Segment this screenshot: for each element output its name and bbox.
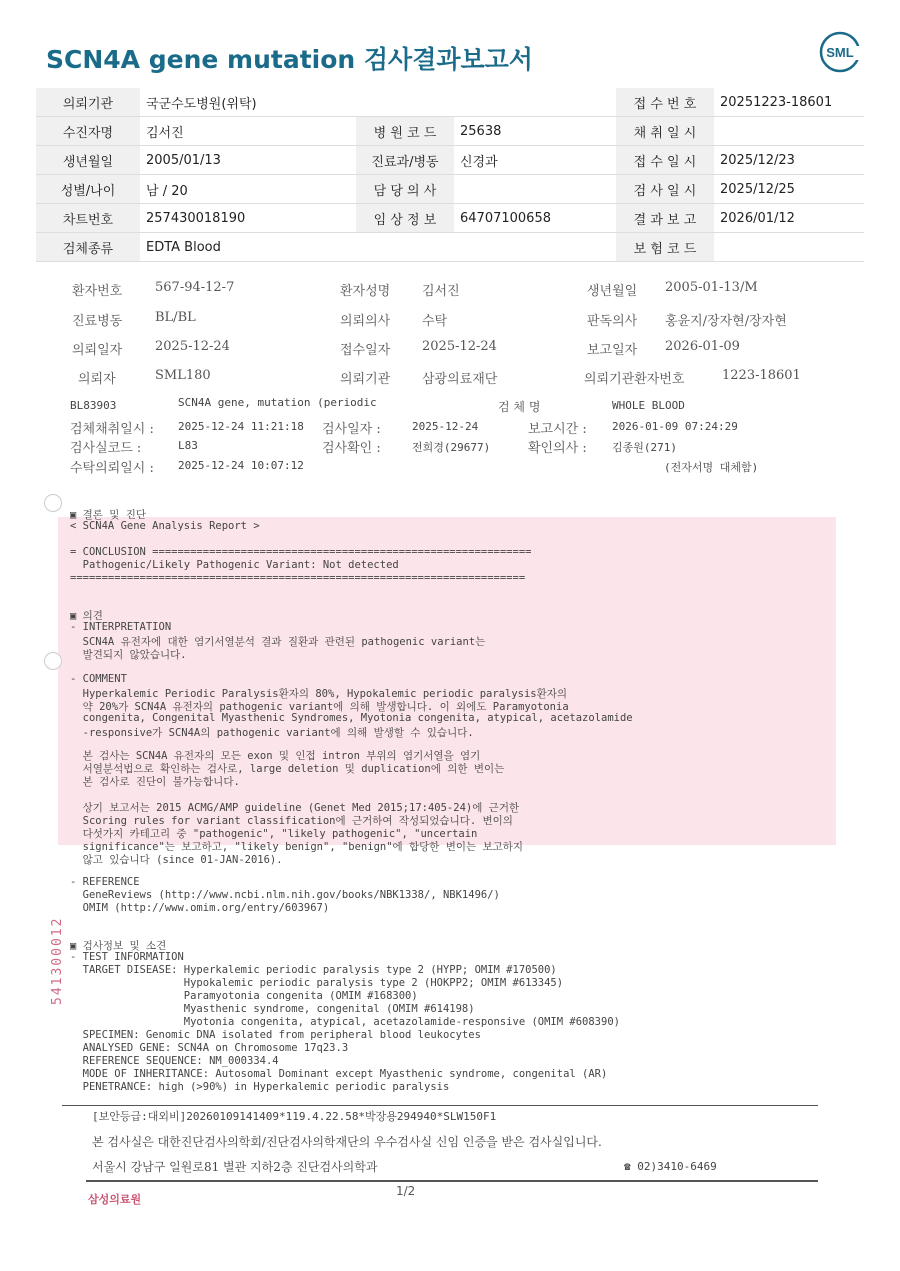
info-value: 2026/01/12 xyxy=(714,204,864,233)
info-value: 국군수도병원(위탁) xyxy=(140,88,616,117)
report-line: TARGET DISEASE: Hyperkalemic periodic paralysis type 2 (HYPP; OMIM #170500) xyxy=(70,964,557,976)
testdate-label: 검사일자 : xyxy=(322,422,381,437)
confirm-value: 전희경(29677) xyxy=(412,441,491,454)
report-line: 본 검사로 진단이 불가능합니다. xyxy=(70,776,240,788)
patient-label: 생년월일 xyxy=(587,284,638,299)
patient-value: 삼광의료재단 xyxy=(422,372,498,387)
info-value: 남 / 20 xyxy=(140,175,356,204)
report-line: < SCN4A Gene Analysis Report > xyxy=(70,520,260,532)
info-value xyxy=(714,117,864,146)
report-line: SCN4A 유전자에 대한 염기서열분석 결과 질환과 관련된 pathogenic variant는 xyxy=(70,636,486,648)
reporttime-value: 2026-01-09 07:24:29 xyxy=(612,420,738,433)
info-value: 20251223-18601 xyxy=(714,88,864,117)
punch-hole xyxy=(44,652,62,670)
report-line: MODE OF INHERITANCE: Autosomal Dominant except Myasthenic syndrome, congenital (AR) xyxy=(70,1068,608,1080)
footer-divider xyxy=(86,1180,818,1182)
report-line: Hypokalemic periodic paralysis type 2 (HOKPP2; OMIM #613345) xyxy=(70,977,564,989)
doctor-value: 김종원(271) xyxy=(612,441,677,454)
doctor-label: 확인의사 : xyxy=(528,441,587,456)
report-line: Hyperkalemic Periodic Paralysis환자의 80%, Hypokalemic periodic paralysis환자의 xyxy=(70,688,568,700)
patient-value: 567-94-12-7 xyxy=(155,280,235,295)
collect-value: 2025-12-24 11:21:18 xyxy=(178,420,304,433)
patient-label: 환자번호 xyxy=(72,284,123,299)
info-value: 64707100658 xyxy=(454,204,616,233)
testdate-value: 2025-12-24 xyxy=(412,420,479,433)
test-name: SCN4A gene, mutation (periodic xyxy=(178,396,377,409)
patient-value: 수탁 xyxy=(422,314,448,329)
lab-address: 서울시 강남구 일원로81 별관 지하2층 진단검사의학과 xyxy=(92,1160,378,1174)
report-line: 다섯가지 카테고리 중 "pathogenic", "likely pathogenic", "uncertain xyxy=(70,828,478,840)
labcode-label: 검사실코드 : xyxy=(70,441,142,456)
lab-phone: ☎ 02)3410-6469 xyxy=(624,1160,717,1173)
patient-value: 2005-01-13/M xyxy=(665,280,758,295)
request-value: 2025-12-24 10:07:12 xyxy=(178,459,304,472)
certification-text: 본 검사실은 대한진단검사의학회/진단검사의학재단의 우수검사실 신임 인증을 받은 검사실입니다. xyxy=(92,1135,602,1149)
patient-label: 환자성명 xyxy=(340,284,391,299)
patient-value: BL/BL xyxy=(155,310,196,325)
report-line: OMIM (http://www.omim.org/entry/603967) xyxy=(70,902,330,914)
report-line: SPECIMEN: Genomic DNA isolated from peripheral blood leukocytes xyxy=(70,1029,481,1041)
barcode-number: 541300012 xyxy=(50,916,65,1005)
patient-value: 1223-18601 xyxy=(722,368,801,383)
report-line: Myotonia congenita, atypical, acetazolamide-responsive (OMIM #608390) xyxy=(70,1016,620,1028)
report-line: REFERENCE SEQUENCE: NM_000334.4 xyxy=(70,1055,279,1067)
esign-note: (전자서명 대체함) xyxy=(664,461,759,474)
info-value: 2025/12/25 xyxy=(714,175,864,204)
info-label: 검 사 일 시 xyxy=(616,175,714,204)
report-line: - REFERENCE xyxy=(70,876,140,888)
info-value: 2005/01/13 xyxy=(140,146,356,175)
report-line: = CONCLUSION ============================================================ xyxy=(70,546,532,558)
info-label: 접 수 번 호 xyxy=(616,88,714,117)
info-label: 차트번호 xyxy=(36,204,140,233)
patient-value: 홍윤지/장자현/장자현 xyxy=(665,314,787,329)
report-line: - COMMENT xyxy=(70,673,127,685)
report-line: -responsive가 SCN4A의 pathogenic variant에 의해 발생할 수 있습니다. xyxy=(70,727,474,739)
report-line: congenita, Congenital Myasthenic Syndromes, Myotonia congenita, atypical, acetazolamide xyxy=(70,712,633,724)
request-label: 수탁의뢰일시 : xyxy=(70,461,154,476)
patient-label: 의뢰기관 xyxy=(340,372,391,387)
report-line: Myasthenic syndrome, congenital (OMIM #614198) xyxy=(70,1003,475,1015)
info-label: 접 수 일 시 xyxy=(616,146,714,175)
patient-label: 접수일자 xyxy=(340,343,391,358)
report-line: Pathogenic/Likely Pathogenic Variant: Not detected xyxy=(70,559,399,571)
info-row xyxy=(36,175,864,204)
patient-value: SML180 xyxy=(155,368,211,383)
info-value xyxy=(454,175,616,204)
info-label: 진료과/병동 xyxy=(356,146,454,175)
info-label: 생년월일 xyxy=(36,146,140,175)
report-line: ======================================================================== xyxy=(70,572,526,584)
patient-label: 의뢰기관환자번호 xyxy=(584,372,685,387)
info-value: EDTA Blood xyxy=(140,233,616,262)
patient-label: 진료병동 xyxy=(72,314,123,329)
info-row xyxy=(36,146,864,175)
report-line: ANALYSED GENE: SCN4A on Chromosome 17q23.3 xyxy=(70,1042,349,1054)
info-label: 수진자명 xyxy=(36,117,140,146)
report-line: 본 검사는 SCN4A 유전자의 모든 exon 및 인접 intron 부위의 염기서열을 염기 xyxy=(70,750,481,762)
patient-label: 의뢰자 xyxy=(78,372,116,387)
info-label: 결 과 보 고 xyxy=(616,204,714,233)
report-line: 상기 보고서는 2015 ACMG/AMP guideline (Genet Med 2015;17:405-24)에 근거한 xyxy=(70,802,520,814)
report-line: 발견되지 않았습니다. xyxy=(70,649,187,661)
report-line: ▣ 의견 xyxy=(70,610,103,622)
info-label: 채 취 일 시 xyxy=(616,117,714,146)
confirm-label: 검사확인 : xyxy=(322,441,381,456)
patient-label: 의뢰일자 xyxy=(72,343,123,358)
report-line: PENETRANCE: high (>90%) in Hyperkalemic periodic paralysis xyxy=(70,1081,450,1093)
info-label: 성별/나이 xyxy=(36,175,140,204)
info-value: 257430018190 xyxy=(140,204,356,233)
report-line: significance"는 보고하고, "likely benign", "benign"에 합당한 변이는 보고하지 xyxy=(70,841,524,853)
report-line: Paramyotonia congenita (OMIM #168300) xyxy=(70,990,418,1002)
patient-label: 보고일자 xyxy=(587,343,638,358)
info-row xyxy=(36,204,864,233)
info-value: 신경과 xyxy=(454,146,616,175)
info-label: 의뢰기관 xyxy=(36,88,140,117)
info-label: 담 당 의 사 xyxy=(356,175,454,204)
info-value: 25638 xyxy=(454,117,616,146)
patient-value: 김서진 xyxy=(422,284,460,299)
report-title: SCN4A gene mutation 검사결과보고서 xyxy=(46,45,533,74)
page-number: 1/2 xyxy=(396,1184,416,1198)
report-line: ▣ 결론 및 진단 xyxy=(70,509,147,521)
info-label: 병 원 코 드 xyxy=(356,117,454,146)
report-line: ▣ 검사정보 및 소견 xyxy=(70,940,167,952)
reporttime-label: 보고시간 : xyxy=(528,422,587,437)
info-label: 임 상 정 보 xyxy=(356,204,454,233)
report-line: - TEST INFORMATION xyxy=(70,951,184,963)
report-line: Scoring rules for variant classification에 근거하여 작성되었습니다. 변이의 xyxy=(70,815,513,827)
info-row xyxy=(36,233,864,262)
svg-text:SML: SML xyxy=(826,45,854,60)
patient-value: 2026-01-09 xyxy=(665,339,740,354)
security-line: [보안등급:대외비]20260109141409*119.4.22.58*박장용294940*SLW150F1 xyxy=(92,1110,497,1123)
info-label: 검체종류 xyxy=(36,233,140,262)
info-row xyxy=(36,117,864,146)
info-value xyxy=(714,233,864,262)
report-line: - INTERPRETATION xyxy=(70,621,172,633)
info-table xyxy=(36,88,864,262)
specimen-value: WHOLE BLOOD xyxy=(612,399,685,412)
specimen-label: 검 체 명 xyxy=(498,400,541,414)
report-line: GeneReviews (http://www.ncbi.nlm.nih.gov/books/NBK1338/, NBK1496/) xyxy=(70,889,500,901)
sml-logo xyxy=(818,30,862,74)
report-line: 서열분석법으로 확인하는 검사로, large deletion 및 duplication에 의한 변이는 xyxy=(70,763,505,775)
patient-value: 2025-12-24 xyxy=(155,339,230,354)
info-label: 보 험 코 드 xyxy=(616,233,714,262)
test-code: BL83903 xyxy=(70,399,117,412)
collect-label: 검체채취일시 : xyxy=(70,422,154,437)
report-line: 약 20%가 SCN4A 유전자의 pathogenic variant에 의해 발생합니다. 이 외에도 Paramyotonia xyxy=(70,701,569,713)
footer-divider xyxy=(62,1105,818,1106)
patient-label: 판독의사 xyxy=(587,314,638,329)
report-line: 않고 있습니다 (since 01-JAN-2016). xyxy=(70,854,283,866)
brand-mark: 삼성의료원 xyxy=(88,1193,142,1206)
labcode-value: L83 xyxy=(178,439,198,452)
info-value: 김서진 xyxy=(140,117,356,146)
patient-value: 2025-12-24 xyxy=(422,339,497,354)
patient-label: 의뢰의사 xyxy=(340,314,391,329)
info-row xyxy=(36,88,864,117)
punch-hole xyxy=(44,494,62,512)
info-value: 2025/12/23 xyxy=(714,146,864,175)
